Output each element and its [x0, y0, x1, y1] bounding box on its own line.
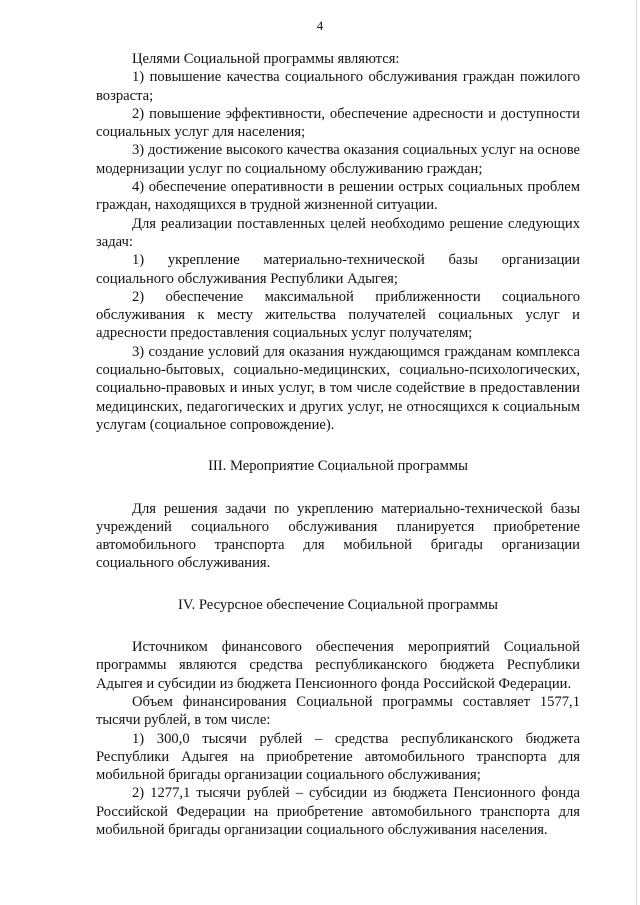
goals-intro: Целями Социальной программы являются:: [132, 51, 400, 67]
section-4-heading: IV. Ресурсное обеспечение Социальной программы: [178, 596, 498, 613]
goal-item: 2) повышение эффективности, обеспечение адресности и доступности социальных услуг для населения;: [96, 105, 580, 141]
section-4-paragraph: Источником финансового обеспечения мероприятий Социальной программы являются средства республиканского бюджета Республики Адыгея и субсидии из бюджета Пенсионного фонда Российской Федерации.: [96, 639, 580, 692]
goal-item: 3) достижение высокого качества оказания социальных услуг на основе модернизации услуг по социальному обслуживанию граждан;: [96, 142, 580, 177]
scan-edge-line: [636, 0, 637, 905]
section-3-paragraph: Для решения задачи по укреплению материально-технической базы учреждений социального обслуживания планируется приобретение автомобильного транспорта для мобильной бригады организации социального обслуживания.: [96, 500, 580, 572]
tasks-intro: Для реализации поставленных целей необходимо решение следующих задач:: [96, 215, 580, 250]
task-item: 2) обеспечение максимальной приближенности социального обслуживания к месту жительства получателей социальных услуг и адресности предоставления социальных услуг получателям;: [96, 288, 580, 342]
task-item: 3) создание условий для оказания нуждающимся гражданам комплекса социально-бытовых, социально-медицинских, социально-психологических, социально-правовых и иных услуг, в том числе содействие в предоставлении медицинских, педагогических и других услуг, не относящихся к социальным услугам (социальное сопровождение).: [96, 343, 580, 433]
section-3-heading: III. Мероприятие Социальной программы: [208, 458, 468, 475]
task-item: 1) укрепление материально-технической базы организации социального обслуживания Республики Адыгея;: [96, 252, 580, 287]
goal-item: 4) обеспечение оперативности в решении острых социальных проблем граждан, находящихся в трудной жизненной ситуации.: [96, 179, 580, 214]
section-4-paragraph: Объем финансирования Социальной программы составляет 1577,1 тысячи рублей, в том числе:: [96, 693, 580, 729]
funding-item: 2) 1277,1 тысячи рублей – субсидии из бюджета Пенсионного фонда Российской Федерации на приобретение автомобильного транспорта для мобильной бригады организации социального обслуживания населения.: [96, 785, 580, 838]
funding-item: 1) 300,0 тысячи рублей – средства республиканского бюджета Республики Адыгея на приобретение автомобильного транспорта для мобильной бригады организации социального обслуживания;: [96, 730, 580, 784]
page-number: 4: [316, 18, 324, 33]
goal-item: 1) повышение качества социального обслуживания граждан пожилого возраста;: [96, 69, 580, 104]
document-body: [96, 50, 580, 839]
